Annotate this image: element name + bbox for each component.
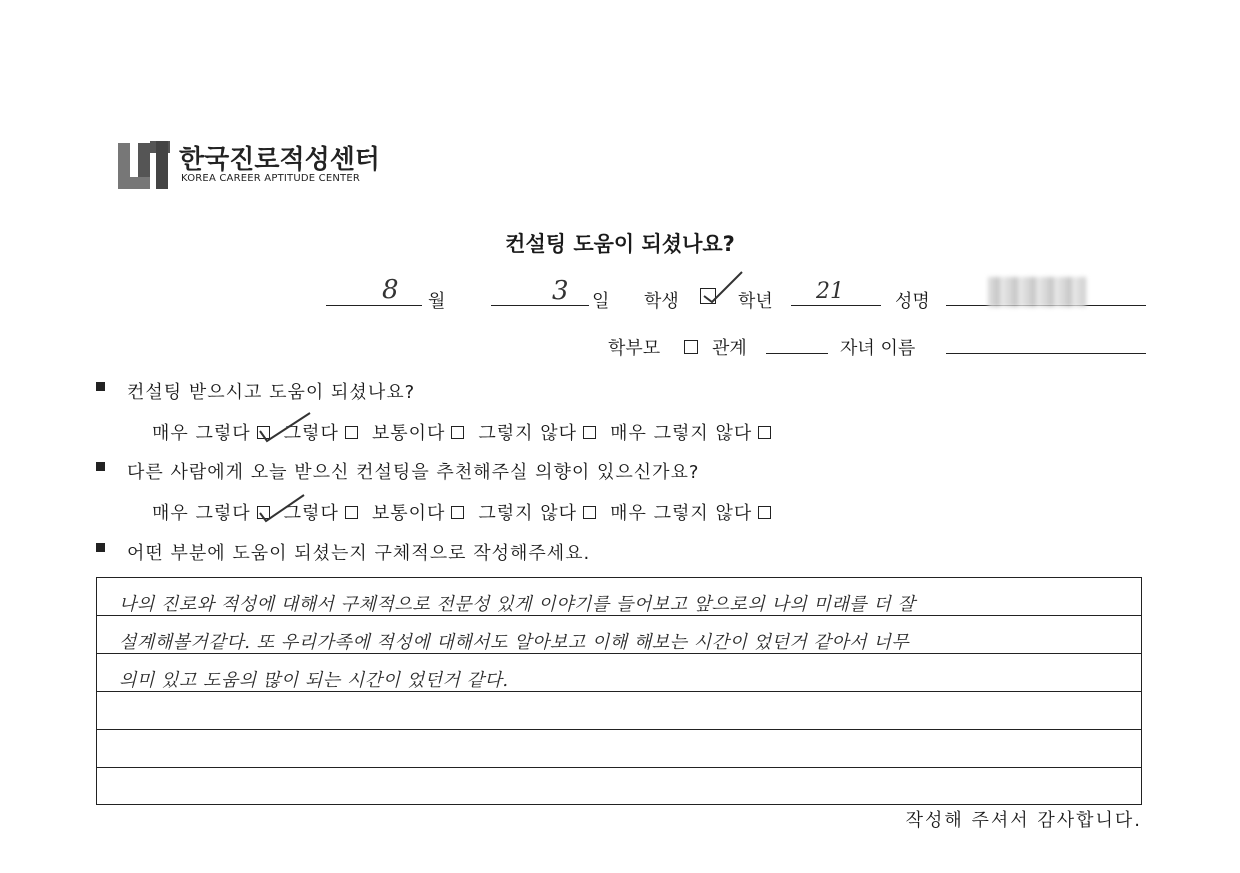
- name-label: 성명: [895, 291, 930, 312]
- question-2-options: [152, 499, 785, 525]
- option-label: 매우 그렇지 않다: [610, 503, 753, 524]
- grade-value: 21: [816, 279, 844, 304]
- bullet-icon: [96, 382, 105, 391]
- option-label: 매우 그렇다: [152, 503, 251, 524]
- option-label: 그렇지 않다: [478, 423, 578, 444]
- logo-name-korean: 한국진로적성센터: [179, 145, 380, 175]
- question-2: 다른 사람에게 오늘 받으신 컨설팅을 추천해주실 의향이 있으신가요?: [127, 462, 700, 483]
- option-label: 보통이다: [371, 423, 446, 444]
- answer-rule: [97, 729, 1141, 730]
- question-1-options: [152, 419, 785, 445]
- q2-option-neutral[interactable]: [372, 499, 479, 525]
- logo-name-english: KOREA CAREER APTITUDE CENTER: [181, 173, 361, 184]
- option-label: 그렇지 않다: [478, 503, 578, 524]
- checkbox[interactable]: [758, 506, 771, 519]
- option-label: 그렇다: [283, 423, 339, 444]
- student-label: 학생: [644, 291, 679, 312]
- checkbox[interactable]: [345, 506, 358, 519]
- logo-mark-icon: [118, 141, 170, 189]
- checkbox[interactable]: [583, 426, 596, 439]
- month-value: 8: [382, 275, 399, 305]
- q2-option-very-disagree[interactable]: [610, 499, 785, 525]
- option-label: 보통이다: [371, 503, 446, 524]
- checkbox[interactable]: [345, 426, 358, 439]
- option-label: 매우 그렇다: [152, 423, 251, 444]
- option-label: 매우 그렇지 않다: [610, 423, 753, 444]
- check-mark-icon: [254, 491, 314, 525]
- answer-line-2: 설계해볼거같다. 또 우리가족에 적성에 대해서도 알아보고 이해 해보는 시간이 었던거 같아서 너무: [119, 632, 910, 653]
- day-label: 일: [592, 291, 610, 312]
- checkbox[interactable]: [257, 426, 270, 439]
- relation-label: 관계: [712, 338, 747, 359]
- grade-label: 학년: [738, 291, 773, 312]
- q1-option-neutral[interactable]: [372, 419, 479, 445]
- q2-option-very-agree[interactable]: [152, 499, 284, 525]
- parent-checkbox[interactable]: [684, 340, 698, 354]
- q1-option-very-disagree[interactable]: [610, 419, 785, 445]
- checkbox[interactable]: [758, 426, 771, 439]
- q2-option-disagree[interactable]: [478, 499, 610, 525]
- child-name-label: 자녀 이름: [840, 338, 916, 359]
- checkbox[interactable]: [451, 506, 464, 519]
- option-label: 그렇다: [283, 503, 339, 524]
- bullet-icon: [96, 462, 105, 471]
- question-3: 어떤 부분에 도움이 되셨는지 구체적으로 작성해주세요.: [127, 543, 591, 564]
- month-label: 월: [428, 291, 446, 312]
- redacted-name: [988, 277, 1086, 307]
- checkbox[interactable]: [451, 426, 464, 439]
- form-title: 컨설팅 도움이 되셨나요?: [505, 232, 735, 256]
- bullet-icon: [96, 543, 105, 552]
- closing-message: 작성해 주셔서 감사합니다.: [905, 810, 1142, 831]
- q1-option-disagree[interactable]: [478, 419, 610, 445]
- q1-option-very-agree[interactable]: [152, 419, 284, 445]
- checkbox[interactable]: [583, 506, 596, 519]
- question-1: 컨설팅 받으시고 도움이 되셨나요?: [127, 382, 416, 403]
- answer-line-3: 의미 있고 도움의 많이 되는 시간이 었던거 같다.: [119, 670, 509, 691]
- answer-rule: [97, 767, 1141, 768]
- parent-label: 학부모: [608, 338, 661, 359]
- checkbox[interactable]: [257, 506, 270, 519]
- day-value: 3: [552, 276, 569, 306]
- answer-line-1: 나의 진로와 적성에 대해서 구체적으로 전문성 있게 이야기를 들어보고 앞으로의 나의 미래를 더 잘: [119, 594, 916, 615]
- check-mark-icon: [254, 411, 314, 445]
- answer-box[interactable]: [96, 577, 1142, 805]
